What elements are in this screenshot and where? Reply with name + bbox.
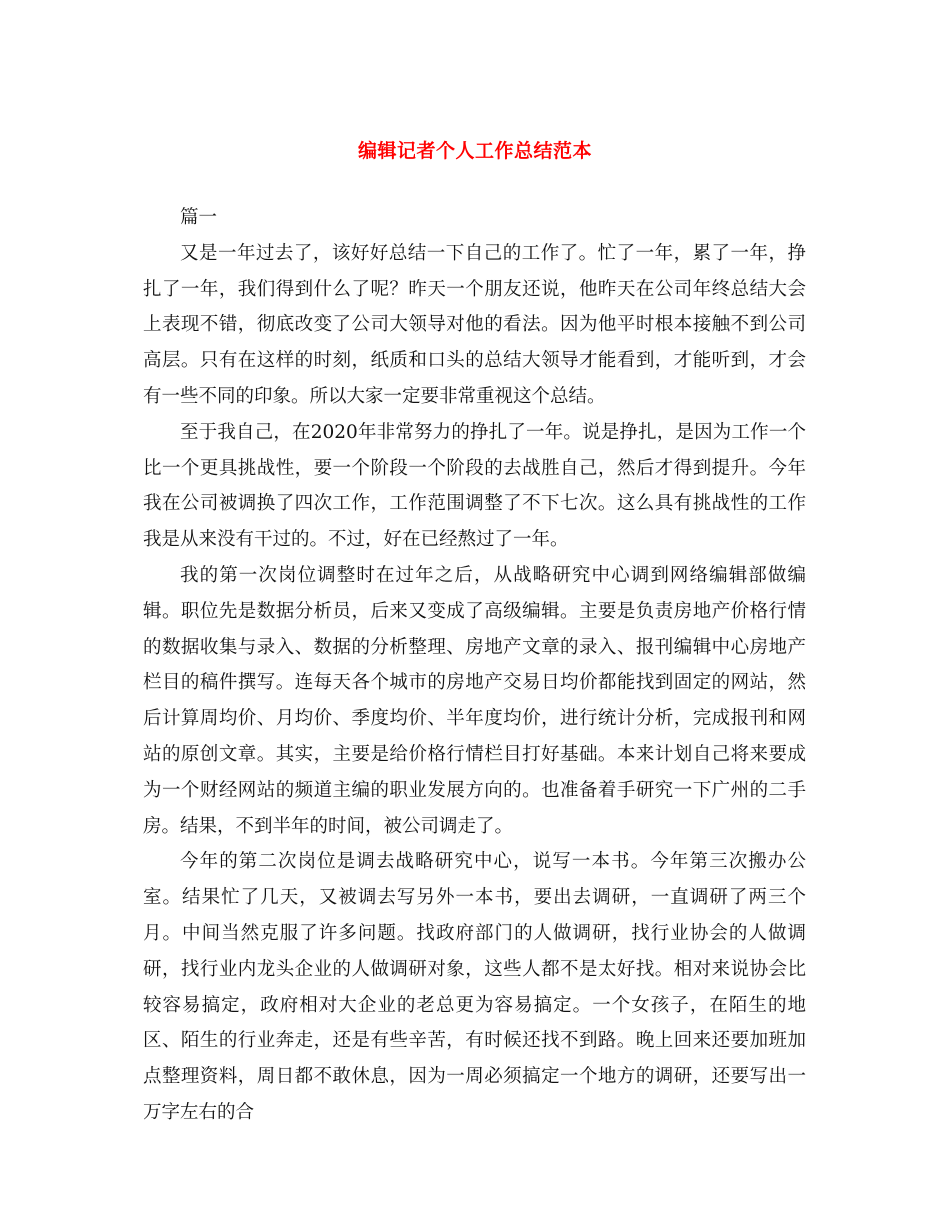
paragraph-4: 今年的第二次岗位是调去战略研究中心，说写一本书。今年第三次搬办公室。结果忙了几天，又被调去写另外一本书，要出去调研，一直调研了两三个月。中间当然克服了许多问题。找政府部门的人做调研，找行业协会的人做调研，找行业内龙头企业的人做调研对象，这些人都不是太好找。相对来说协会比较容易搞定，政府相对大企业的老总更为容易搞定。一个女孩子，在陌生的地区、陌生的行业奔走，还是有些辛苦，有时候还找不到路。晚上回来还要加班加点整理资料，周日都不敢休息，因为一周必须搞定一个地方的调研，还要写出一万字左右的合 [143, 851, 806, 1123]
section-label: 篇一 [180, 207, 218, 228]
paragraph-3: 我的第一次岗位调整时在过年之后，从战略研究中心调到网络编辑部做编辑。职位先是数据分析员，后来又变成了高级编辑。主要是负责房地产价格行情的数据收集与录入、数据的分析整理、房地产文章的录入、报刊编辑中心房地产栏目的稿件撰写。连每天各个城市的房地产交易日均价都能找到固定的网站，然后计算周均价、月均价、季度均价、半年度均价，进行统计分析，完成报刊和网站的原创文章。其实，主要是给价格行情栏目打好基础。本来计划自己将来要成为一个财经网站的频道主编的职业发展方向的。也准备着手研究一下广州的二手房。结果，不到半年的时间，被公司调走了。 [143, 564, 806, 837]
paragraph-1: 又是一年过去了，该好好总结一下自己的工作了。忙了一年，累了一年，挣扎了一年，我们得到什么了呢？昨天一个朋友还说，他昨天在公司年终总结大会上表现不错，彻底改变了公司大领导对他的看法。因为他平时根本接触不到公司高层。只有在这样的时刻，纸质和口头的总结大领导才能看到，才能听到，才会有一些不同的印象。所以大家一定要非常重视这个总结。 [143, 242, 806, 407]
document-title: 编辑记者个人工作总结范本 [357, 140, 592, 162]
document-body [143, 200, 806, 1131]
paragraph-2: 至于我自己，在2020年非常努力的挣扎了一年。说是挣扎，是因为工作一个比一个更具挑战性，要一个阶段一个阶段的去战胜自己，然后才得到提升。今年我在公司被调换了四次工作，工作范围调整了不下七次。这么具有挑战性的工作我是从来没有干过的。不过，好在已经熬过了一年。 [143, 421, 806, 551]
